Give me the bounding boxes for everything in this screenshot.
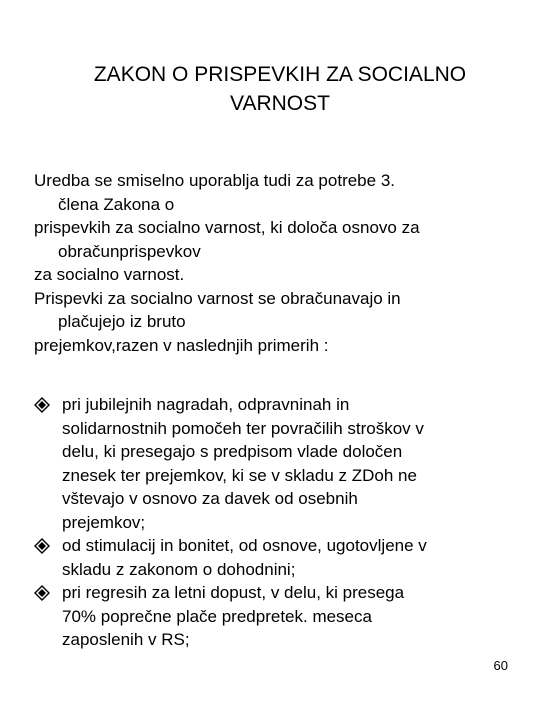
body-paragraph bbox=[34, 169, 534, 357]
title-line: ZAKON O PRISPEVKIH ZA SOCIALNO bbox=[93, 63, 467, 86]
bullet-list bbox=[34, 393, 534, 652]
title-line: VARNOST bbox=[230, 92, 330, 115]
body-line: prejemkov,razen v naslednjih primerih : bbox=[34, 335, 329, 355]
bullet-line: solidarnostnih pomočeh ter povračilih stroškov v bbox=[62, 418, 424, 438]
page-title bbox=[20, 60, 540, 118]
body-line: člena Zakona o bbox=[58, 194, 175, 214]
list-item bbox=[34, 581, 534, 652]
bullet-line: delu, ki presegajo s predpisom vlade določen bbox=[62, 442, 403, 461]
bullet-line: prejemkov; bbox=[62, 512, 146, 532]
page-number: 60 bbox=[493, 658, 508, 673]
body-line: za socialno varnost. bbox=[34, 265, 185, 284]
body-line: prispevkih za socialno varnost, ki določa osnovo za bbox=[34, 218, 420, 237]
bullet-line: skladu z zakonom o dohodnini; bbox=[62, 559, 296, 579]
list-item bbox=[34, 534, 534, 581]
bullet-line: pri jubilejnih nagradah, odpravninah in bbox=[62, 395, 350, 414]
diamond-bullet-icon bbox=[34, 585, 50, 601]
bullet-line: 70% poprečne plače predpretek. meseca bbox=[62, 606, 372, 626]
body-line: obračunprispevkov bbox=[58, 241, 201, 261]
diamond-bullet-icon bbox=[34, 397, 50, 413]
body-line: Uredba se smiselno uporablja tudi za potrebe 3. bbox=[34, 171, 395, 190]
bullet-line: pri regresih za letni dopust, v delu, ki presega bbox=[62, 583, 405, 602]
bullet-line: vštevajo v osnovo za davek od osebnih bbox=[62, 489, 358, 508]
bullet-line: od stimulacij in bonitet, od osnove, ugotovljene v bbox=[62, 536, 427, 555]
body-line: Prispevki za socialno varnost se obračunavajo in bbox=[34, 288, 401, 308]
bullet-line: zaposlenih v RS; bbox=[62, 630, 190, 649]
body-line: plačujejo iz bruto bbox=[58, 312, 186, 331]
bullet-line: znesek ter prejemkov, ki se v skladu z ZDoh ne bbox=[62, 465, 417, 485]
diamond-bullet-icon bbox=[34, 538, 50, 554]
list-item bbox=[34, 393, 534, 534]
